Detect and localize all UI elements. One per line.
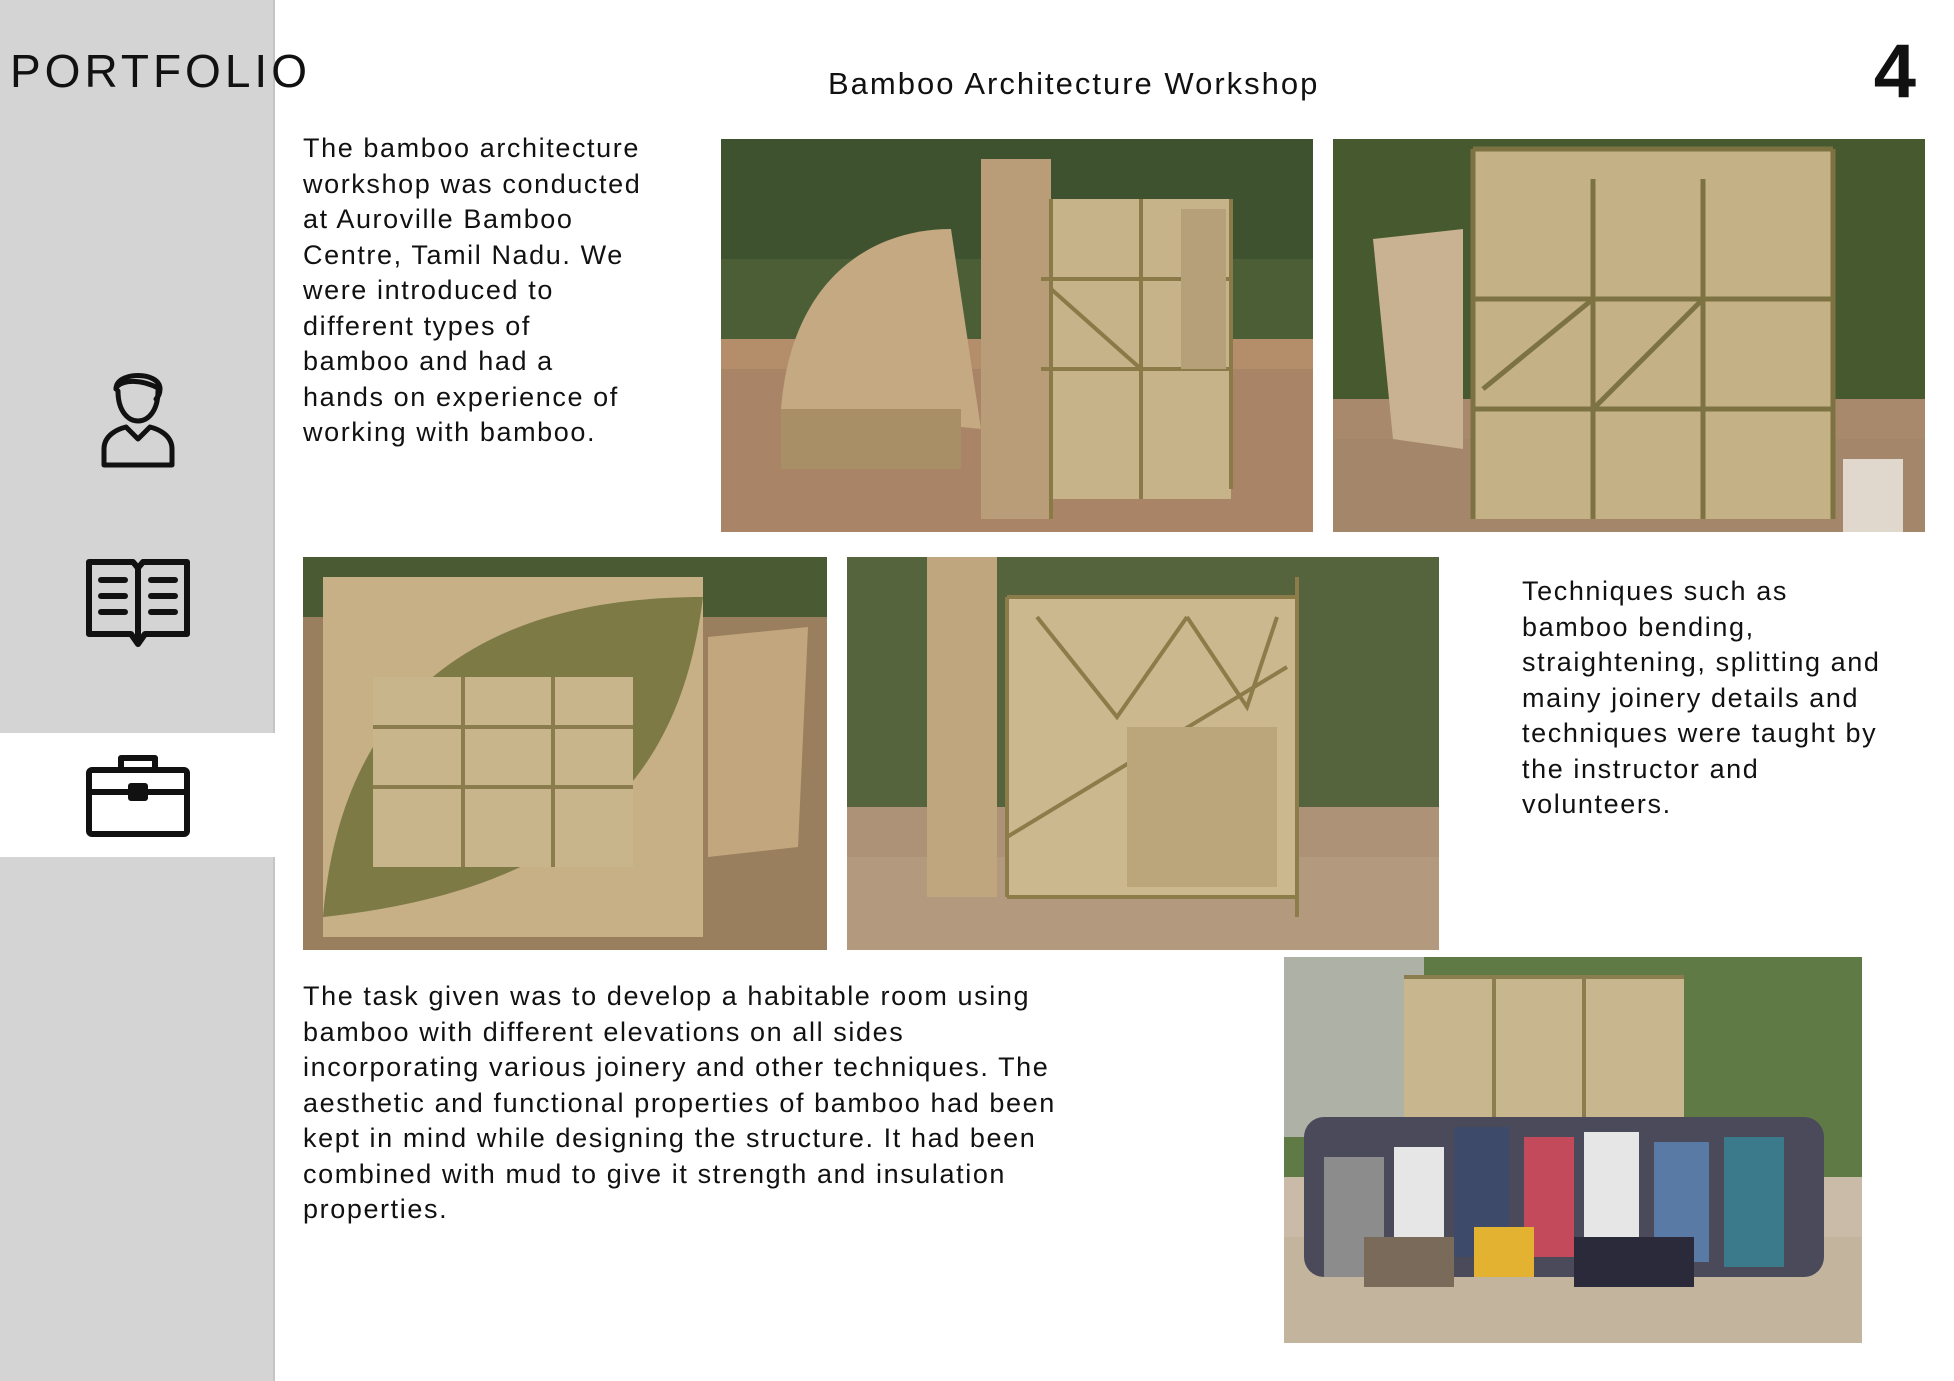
brand-title: PORTFOLIO (10, 45, 311, 97)
page-title: Bamboo Architecture Workshop (828, 66, 1320, 101)
briefcase-icon (85, 752, 191, 838)
bamboo-structure-photo-4 (847, 557, 1439, 950)
nav-item-work[interactable] (0, 733, 275, 857)
sidebar (0, 0, 311, 1381)
bamboo-structure-photo-2 (1333, 139, 1925, 532)
user-icon (98, 359, 178, 469)
techniques-text: Techniques such as bamboo bending, straightening, splitting and mainy joinery details and techniques were taught by the instructor and volunteers. (1522, 576, 1881, 819)
book-icon (85, 556, 191, 650)
bamboo-structure-photo-3 (303, 557, 827, 950)
page-number: 4 (1873, 29, 1916, 114)
group-photo (1284, 957, 1862, 1343)
intro-text: The bamboo architecture workshop was conducted at Auroville Bamboo Centre, Tamil Nadu. We were introduced to different types of bamboo and had a hands on experience of working with bamboo. (303, 133, 642, 447)
bamboo-structure-photo-1 (721, 139, 1313, 532)
nav-item-about[interactable] (0, 352, 275, 476)
sidebar-divider (273, 0, 275, 1381)
task-text: The task given was to develop a habitable room using bamboo with different elevations on all sides incorporating various joinery and other techniques. The aesthetic and functional properties of bamboo had been kept in mind while designing the structure. It had been combined with mud to give it strength and insulation properties. (303, 981, 1056, 1224)
nav-item-education[interactable] (0, 541, 275, 665)
